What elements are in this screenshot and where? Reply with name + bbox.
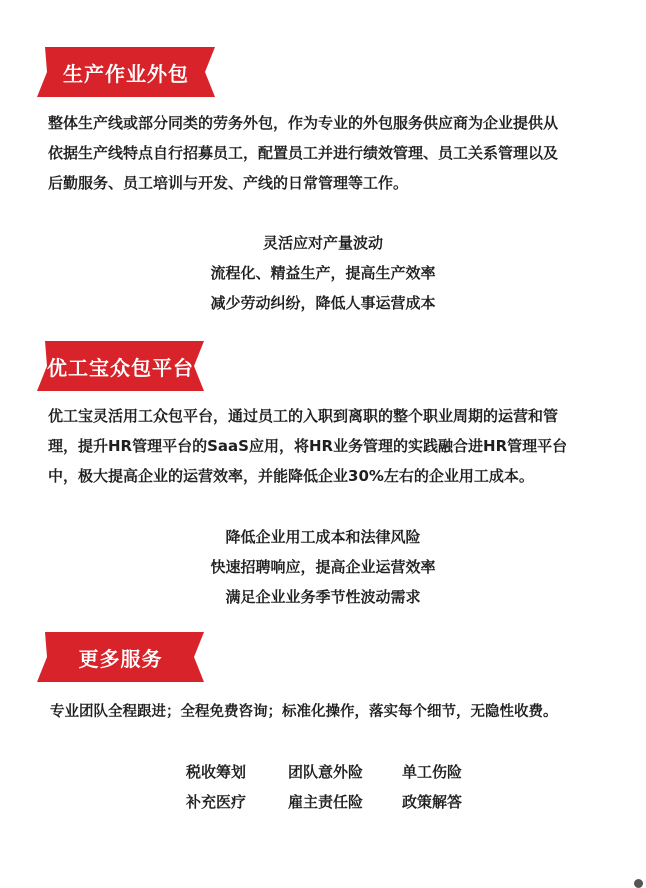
description-line: 后勤服务、员工培训与开发、产线的日常管理等工作。 <box>48 174 409 192</box>
benefit-line: 灵活应对产量波动 <box>262 234 383 252</box>
service-item-group-accident-insurance: 团队意外险 <box>288 763 364 781</box>
section-description <box>48 401 600 491</box>
description-line: 依据生产线特点自行招募员工，配置员工并进行绩效管理、员工关系管理以及 <box>48 144 559 162</box>
service-item-policy-answers: 政策解答 <box>402 793 463 811</box>
service-item-employer-liability-insurance: 雇主责任险 <box>288 793 364 811</box>
benefit-line: 快速招聘响应，提高企业运营效率 <box>210 558 436 576</box>
service-item-tax-planning: 税收筹划 <box>186 763 247 781</box>
benefit-line: 减少劳动纠纷，降低人事运营成本 <box>210 294 436 312</box>
service-item-supplementary-medical: 补充医疗 <box>186 793 247 811</box>
section-description <box>48 108 600 198</box>
benefit-line: 流程化、精益生产，提高生产效率 <box>210 264 436 282</box>
benefit-line: 降低企业用工成本和法律风险 <box>225 528 421 546</box>
section-banner-more-services <box>37 632 204 682</box>
scroll-indicator[interactable] <box>634 879 643 888</box>
description-line: 理，提升HR管理平台的SaaS应用，将HR业务管理的实践融合进HR管理平台 <box>48 437 568 455</box>
section-banner-production-outsourcing <box>37 47 215 97</box>
service-item-work-injury-insurance: 单工伤险 <box>402 763 463 781</box>
description-line: 专业团队全程跟进；全程免费咨询；标准化操作，落实每个细节，无隐性收费。 <box>50 704 558 720</box>
section-heading: 生产作业外包 <box>63 61 189 86</box>
benefit-line: 满足企业业务季节性波动需求 <box>225 588 421 606</box>
description-line: 优工宝灵活用工众包平台，通过员工的入职到离职的整个职业周期的运营和管 <box>48 407 559 425</box>
section-description <box>50 697 610 727</box>
section-heading: 更多服务 <box>78 646 163 671</box>
description-line: 中，极大提高企业的运营效率，并能降低企业30%左右的企业用工成本。 <box>48 467 534 485</box>
section-banner-crowdsourcing-platform <box>37 341 204 391</box>
description-line: 整体生产线或部分同类的劳务外包，作为专业的外包服务供应商为企业提供从 <box>48 114 559 132</box>
section-heading: 优工宝众包平台 <box>47 355 194 380</box>
